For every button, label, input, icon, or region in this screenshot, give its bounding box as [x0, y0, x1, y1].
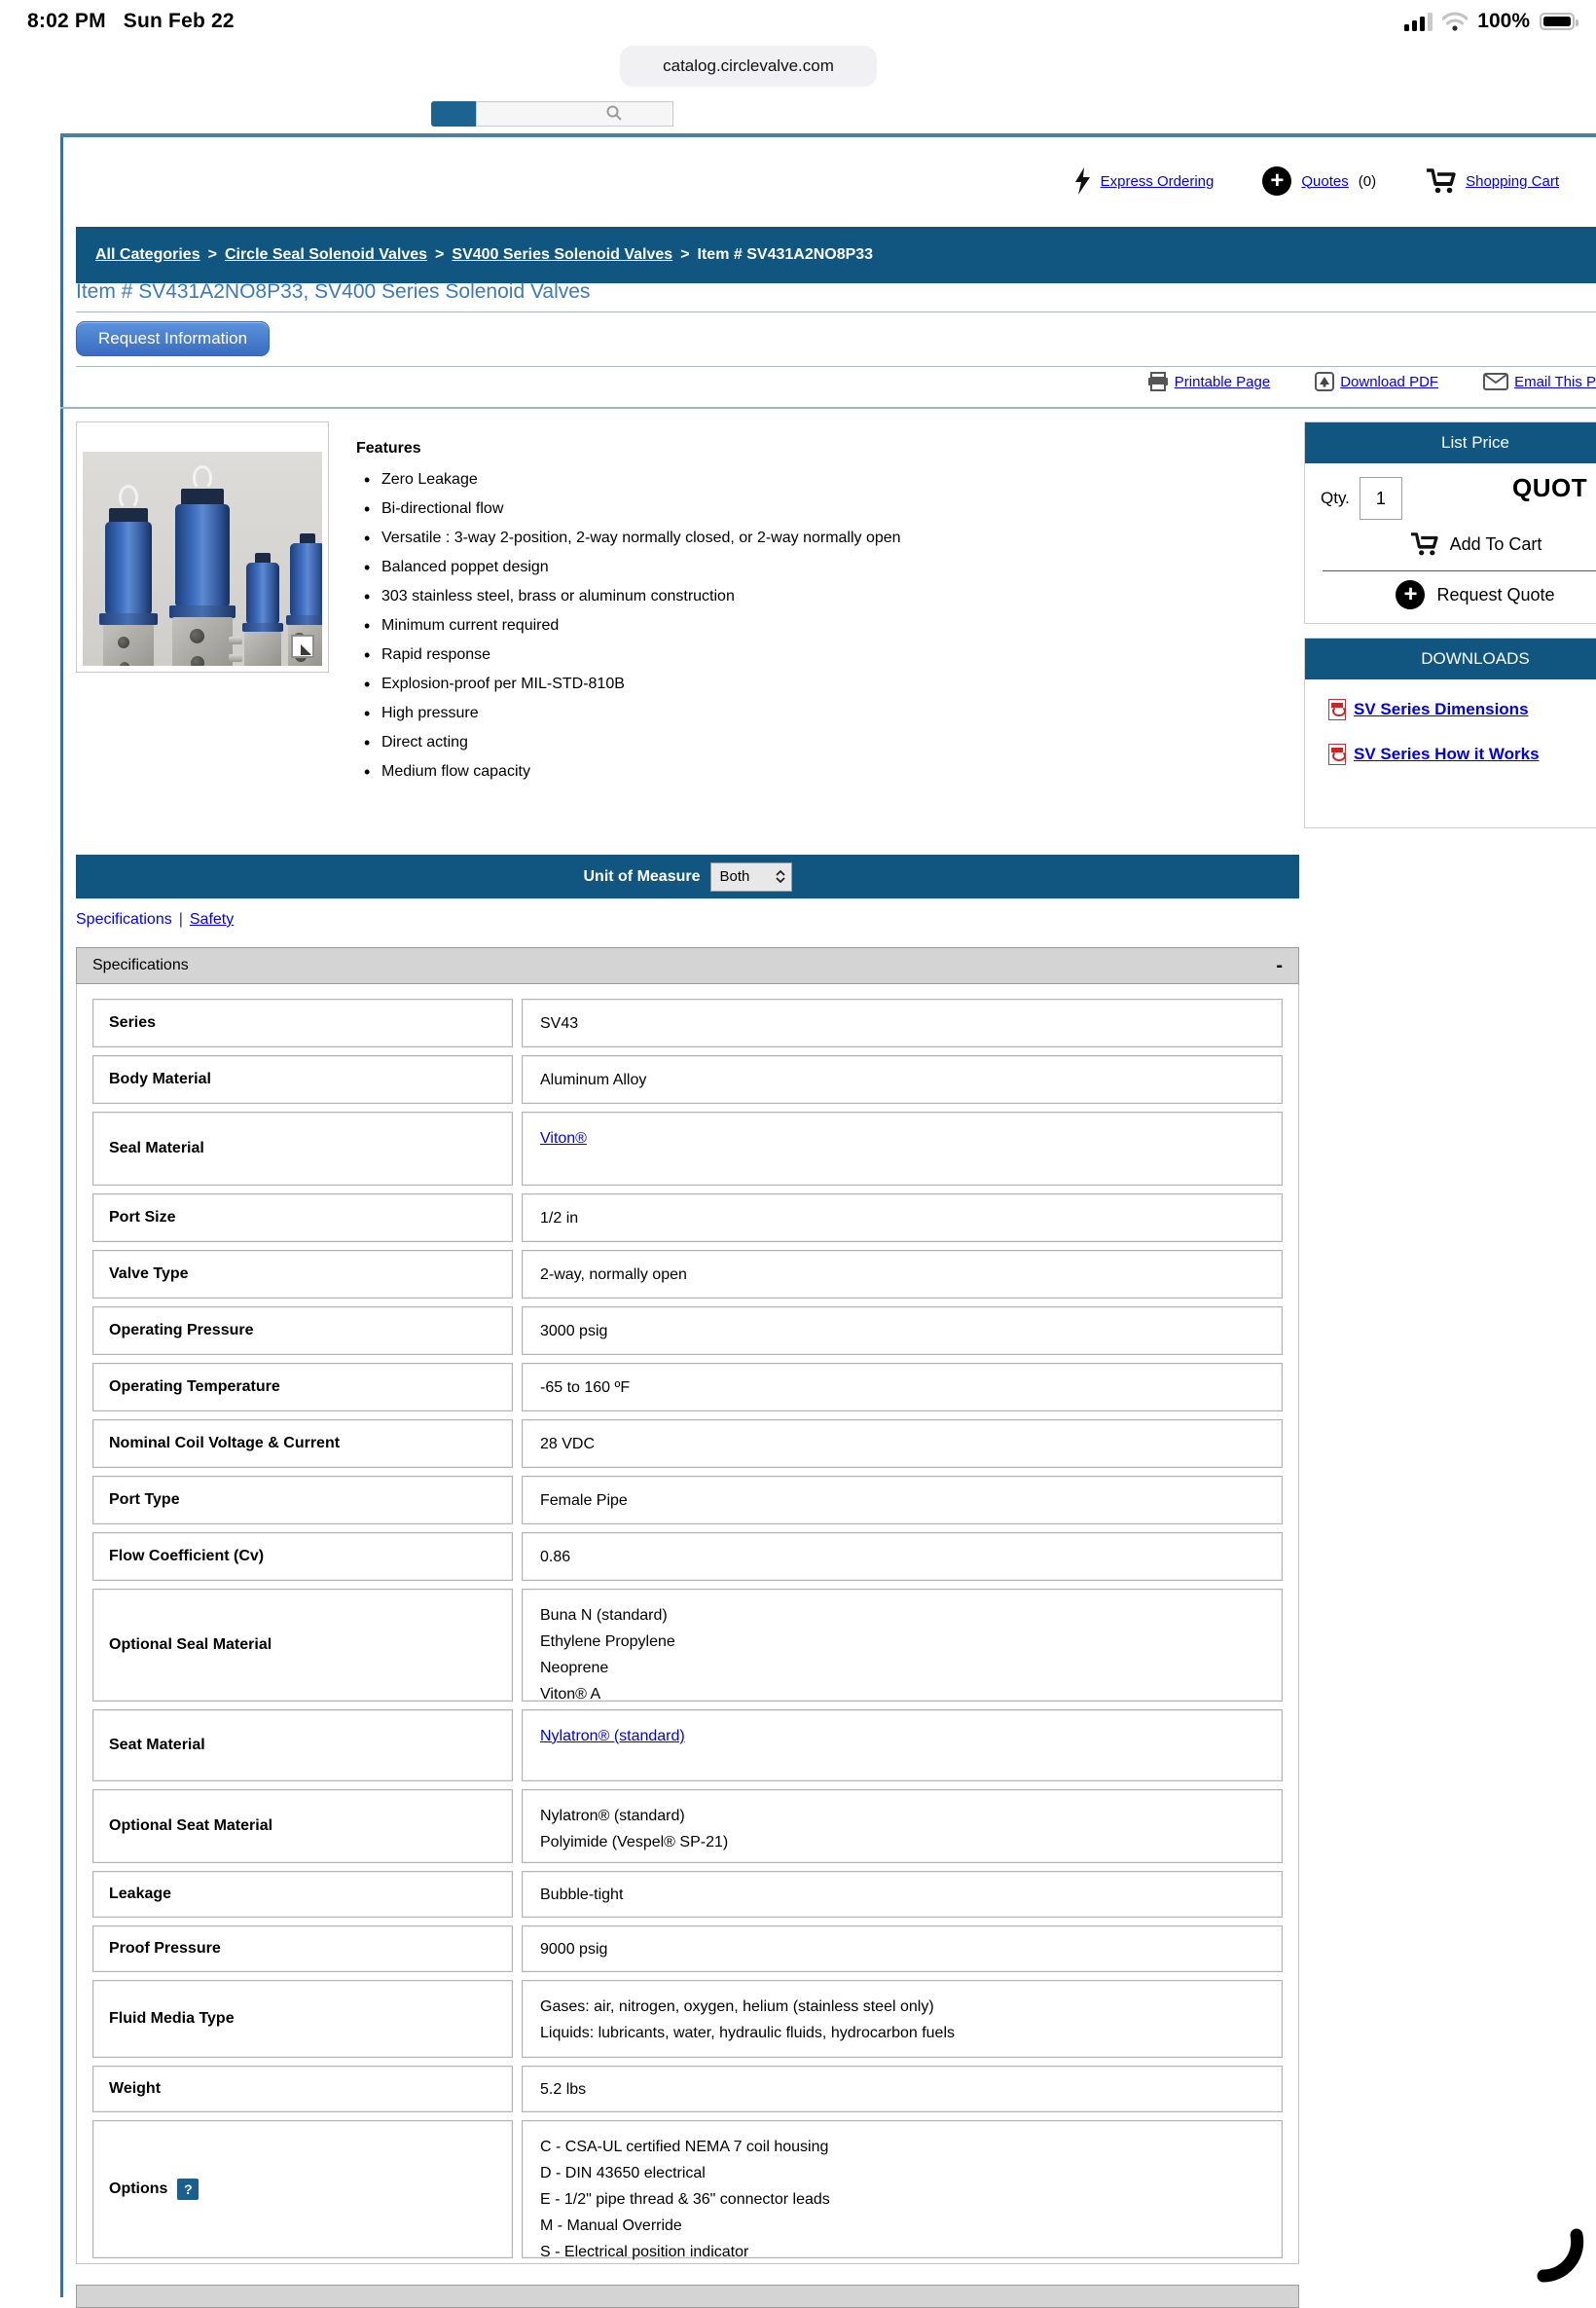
spec-row-value — [522, 1589, 1283, 1702]
status-time-date — [27, 10, 235, 33]
spec-row-label: Options ? — [92, 2120, 513, 2258]
spec-row-label: Operating Pressure — [92, 1306, 513, 1355]
price-quote-text: QUOT — [1512, 473, 1588, 502]
spec-row — [92, 1250, 1283, 1299]
spec-value-line: SV43 — [540, 1014, 579, 1032]
unit-of-measure-select[interactable] — [710, 862, 792, 892]
features-heading: Features — [356, 440, 421, 457]
spec-row-label: Proof Pressure — [92, 1925, 513, 1972]
spec-row-label: Optional Seat Material — [92, 1789, 513, 1863]
lightning-icon — [1073, 167, 1091, 195]
spec-row — [92, 1363, 1283, 1411]
feature-item: • Minimum current required — [356, 611, 1310, 641]
spec-row-label: Valve Type — [92, 1250, 513, 1299]
divider — [76, 311, 1596, 312]
spec-row-label: Fluid Media Type — [92, 1980, 513, 2058]
enlarge-image-icon[interactable] — [291, 635, 314, 658]
product-image[interactable] — [76, 421, 329, 673]
spec-row — [92, 1925, 1283, 1972]
spec-value-line: 5.2 lbs — [540, 2080, 587, 2098]
spec-row — [92, 1589, 1283, 1702]
features-section — [356, 440, 1310, 787]
download-file-link[interactable]: SV Series How it Works — [1354, 745, 1540, 763]
unit-of-measure-label: Unit of Measure — [583, 867, 701, 885]
spec-value-line: Ethylene Propylene — [540, 1633, 675, 1650]
spec-row — [92, 1055, 1283, 1104]
spec-row — [92, 1419, 1283, 1468]
request-quote-button[interactable] — [1305, 580, 1596, 609]
spec-row-value — [522, 1250, 1283, 1299]
spec-value-line: M - Manual Override — [540, 2217, 682, 2234]
spec-row — [92, 2066, 1283, 2112]
spec-row-label: Seat Material — [92, 1709, 513, 1781]
spec-row-label: Operating Temperature — [92, 1363, 513, 1411]
spec-value-line: 1/2 in — [540, 1209, 579, 1227]
spec-row — [92, 1709, 1283, 1781]
spec-tabs — [76, 911, 234, 929]
list-price-panel — [1304, 421, 1596, 624]
utility-links — [76, 372, 1596, 391]
printer-icon — [1147, 372, 1169, 391]
spec-value-line: C - CSA-UL certified NEMA 7 coil housing — [540, 2139, 829, 2155]
product-photo-valves — [83, 452, 322, 666]
address-bar[interactable] — [620, 46, 877, 87]
download-link-row — [1328, 699, 1540, 720]
spec-value-line: 2-way, normally open — [540, 1265, 687, 1283]
quotes-link[interactable]: Quotes — [1301, 172, 1349, 190]
spec-row-value — [522, 1193, 1283, 1242]
battery-icon — [1540, 13, 1575, 30]
status-bar — [0, 0, 1596, 45]
spec-value-link[interactable]: Viton® — [540, 1130, 587, 1147]
spec-value-line: Viton® A — [540, 1686, 601, 1703]
spec-row-value — [522, 1306, 1283, 1355]
cart-icon — [1425, 167, 1456, 195]
feature-item: • Direct acting — [356, 728, 1310, 757]
feature-item: • Medium flow capacity — [356, 757, 1310, 787]
feature-item: • Zero Leakage — [356, 465, 1310, 495]
spec-row-value — [522, 999, 1283, 1047]
quotes-plus-icon: + — [1262, 166, 1291, 196]
spec-value-line: 9000 psig — [540, 1940, 608, 1958]
breadcrumb-separator: > — [435, 246, 445, 263]
feature-item: • 303 stainless steel, brass or aluminum construction — [356, 582, 1310, 611]
add-to-cart-button[interactable] — [1305, 531, 1596, 557]
breadcrumb-link[interactable]: SV400 Series Solenoid Valves — [452, 246, 673, 263]
feature-item: • Explosion-proof per MIL-STD-810B — [356, 670, 1310, 699]
spec-value-line: 28 VDC — [540, 1435, 596, 1452]
spec-row-label: Body Material — [92, 1055, 513, 1104]
add-to-cart-label: Add To Cart — [1449, 533, 1542, 554]
page-title: Item # SV431A2NO8P33, SV400 Series Solenoid Valves — [76, 280, 591, 303]
request-information-button[interactable]: Request Information — [76, 321, 270, 356]
spec-row-label: Weight — [92, 2066, 513, 2112]
spec-row-value — [522, 1980, 1283, 2058]
status-date: Sun Feb 22 — [123, 10, 235, 32]
qty-label: Qty. — [1321, 489, 1350, 507]
specifications-section-header — [76, 947, 1299, 984]
list-price-header: List Price — [1305, 422, 1596, 463]
spec-row-value — [522, 1925, 1283, 1972]
pdf-file-icon — [1328, 744, 1346, 765]
spec-value-line: D - DIN 43650 electrical — [540, 2165, 706, 2181]
select-stepper-icon — [776, 870, 785, 883]
specifications-table — [76, 984, 1299, 2264]
spec-row — [92, 1871, 1283, 1918]
spec-row-value — [522, 1532, 1283, 1581]
spec-row-label: Series — [92, 999, 513, 1047]
request-quote-label: Request Quote — [1436, 584, 1555, 604]
download-pdf-link[interactable]: Download PDF — [1340, 373, 1439, 390]
help-icon[interactable]: ? — [177, 2179, 199, 2200]
site-header-links — [76, 154, 1575, 208]
search-input[interactable] — [476, 101, 673, 127]
breadcrumb — [76, 227, 1596, 283]
unit-of-measure-value: Both — [719, 868, 750, 885]
spec-value-link[interactable]: Nylatron® (standard) — [540, 1728, 685, 1744]
spec-value-line: Neoprene — [540, 1660, 609, 1676]
spec-value-line: Liquids: lubricants, water, hydraulic fluids, hydrocarbon fuels — [540, 2025, 955, 2041]
breadcrumb-current: Item # SV431A2NO8P33 — [697, 246, 874, 263]
divider — [60, 407, 1596, 409]
cart-icon — [1409, 531, 1438, 557]
spec-value-line: Buna N (standard) — [540, 1607, 668, 1624]
site-frame-border — [60, 136, 63, 2297]
feature-item: • High pressure — [356, 699, 1310, 728]
wifi-icon — [1442, 12, 1468, 31]
spec-row-value — [522, 1363, 1283, 1411]
download-file-link[interactable]: SV Series Dimensions — [1354, 700, 1529, 718]
spec-value-line: 3000 psig — [540, 1322, 608, 1339]
spec-row-label: Optional Seal Material — [92, 1589, 513, 1702]
spec-row-value — [522, 1055, 1283, 1104]
tab-specifications[interactable]: Specifications — [76, 911, 172, 928]
spec-row — [92, 1306, 1283, 1355]
email-this-page-link[interactable]: Email This P — [1514, 373, 1596, 390]
spec-value-line: Nylatron® (standard) — [540, 1808, 685, 1824]
search-button[interactable] — [431, 101, 476, 127]
loading-spinner-arc — [1510, 2212, 1596, 2299]
spec-row-label: Port Type — [92, 1476, 513, 1524]
next-section-header-partial[interactable] — [76, 2285, 1299, 2308]
search-icon — [605, 104, 623, 122]
spec-row — [92, 1193, 1283, 1242]
spec-row-label: Leakage — [92, 1871, 513, 1918]
collapse-section-button[interactable]: - — [1276, 955, 1283, 976]
spec-row-value — [522, 2066, 1283, 2112]
spec-row — [92, 999, 1283, 1047]
shopping-cart-link[interactable]: Shopping Cart — [1466, 172, 1559, 190]
spec-value-line: Gases: air, nitrogen, oxygen, helium (stainless steel only) — [540, 1998, 934, 2015]
breadcrumb-separator: > — [680, 246, 690, 263]
express-ordering-link[interactable]: Express Ordering — [1100, 172, 1215, 190]
divider — [1323, 570, 1596, 571]
pdf-file-icon — [1328, 699, 1346, 720]
spec-row-value — [522, 1419, 1283, 1468]
spec-value-line: -65 to 160 ºF — [540, 1378, 631, 1396]
spec-row-value — [522, 1871, 1283, 1918]
spec-row-value — [522, 2120, 1283, 2258]
tab-separator: | — [178, 911, 183, 928]
feature-item: • Versatile : 3-way 2-position, 2-way normally closed, or 2-way normally open — [356, 524, 1310, 553]
downloads-header: DOWNLOADS — [1305, 639, 1596, 679]
spec-row-value — [522, 1112, 1283, 1186]
spec-value-line: 0.86 — [540, 1548, 571, 1565]
spec-value-line: Polyimide (Vespel® SP-21) — [540, 1834, 729, 1850]
spec-row-label: Nominal Coil Voltage & Current — [92, 1419, 513, 1468]
spec-row-label: Flow Coefficient (Cv) — [92, 1532, 513, 1581]
header-divider — [60, 133, 1596, 137]
feature-item: • Rapid response — [356, 641, 1310, 670]
feature-item: • Balanced poppet design — [356, 553, 1310, 582]
spec-value-line: Female Pipe — [540, 1491, 628, 1509]
spec-value-line: S - Electrical position indicator — [540, 2244, 749, 2260]
unit-of-measure-bar — [76, 855, 1299, 898]
printable-page-link[interactable]: Printable Page — [1174, 373, 1271, 390]
breadcrumb-link[interactable]: Circle Seal Solenoid Valves — [224, 246, 428, 263]
specifications-header-label: Specifications — [92, 957, 189, 973]
request-quote-plus-icon: + — [1396, 580, 1425, 609]
spec-row-value — [522, 1789, 1283, 1863]
spec-row — [92, 1476, 1283, 1524]
tab-safety[interactable]: Safety — [189, 911, 235, 928]
download-link-row — [1328, 744, 1540, 765]
qty-input[interactable] — [1360, 477, 1402, 520]
breadcrumb-link[interactable]: All Categories — [95, 246, 200, 263]
spec-row — [92, 2120, 1283, 2258]
spec-value-line: Bubble-tight — [540, 1886, 624, 1903]
cellular-signal-icon — [1404, 12, 1433, 31]
spec-row — [92, 1789, 1283, 1863]
spec-value-line: E - 1/2" pipe thread & 36" connector leads — [540, 2191, 830, 2208]
spec-row-label: Seal Material — [92, 1112, 513, 1186]
spec-row — [92, 1532, 1283, 1581]
status-time: 8:02 PM — [27, 10, 106, 32]
spec-row — [92, 1980, 1283, 2058]
spec-row — [92, 1112, 1283, 1186]
downloads-panel — [1304, 638, 1596, 828]
divider — [76, 366, 1596, 367]
breadcrumb-separator: > — [207, 246, 217, 263]
spec-row-label: Port Size — [92, 1193, 513, 1242]
email-icon — [1483, 373, 1508, 390]
download-pdf-icon — [1315, 372, 1334, 391]
address-url: catalog.circlevalve.com — [663, 56, 834, 75]
spec-row-value — [522, 1476, 1283, 1524]
spec-value-line: Aluminum Alloy — [540, 1071, 647, 1088]
quotes-count: (0) — [1358, 172, 1377, 190]
battery-percentage: 100% — [1477, 10, 1530, 32]
feature-item: • Bi-directional flow — [356, 495, 1310, 524]
spec-row-value — [522, 1709, 1283, 1781]
